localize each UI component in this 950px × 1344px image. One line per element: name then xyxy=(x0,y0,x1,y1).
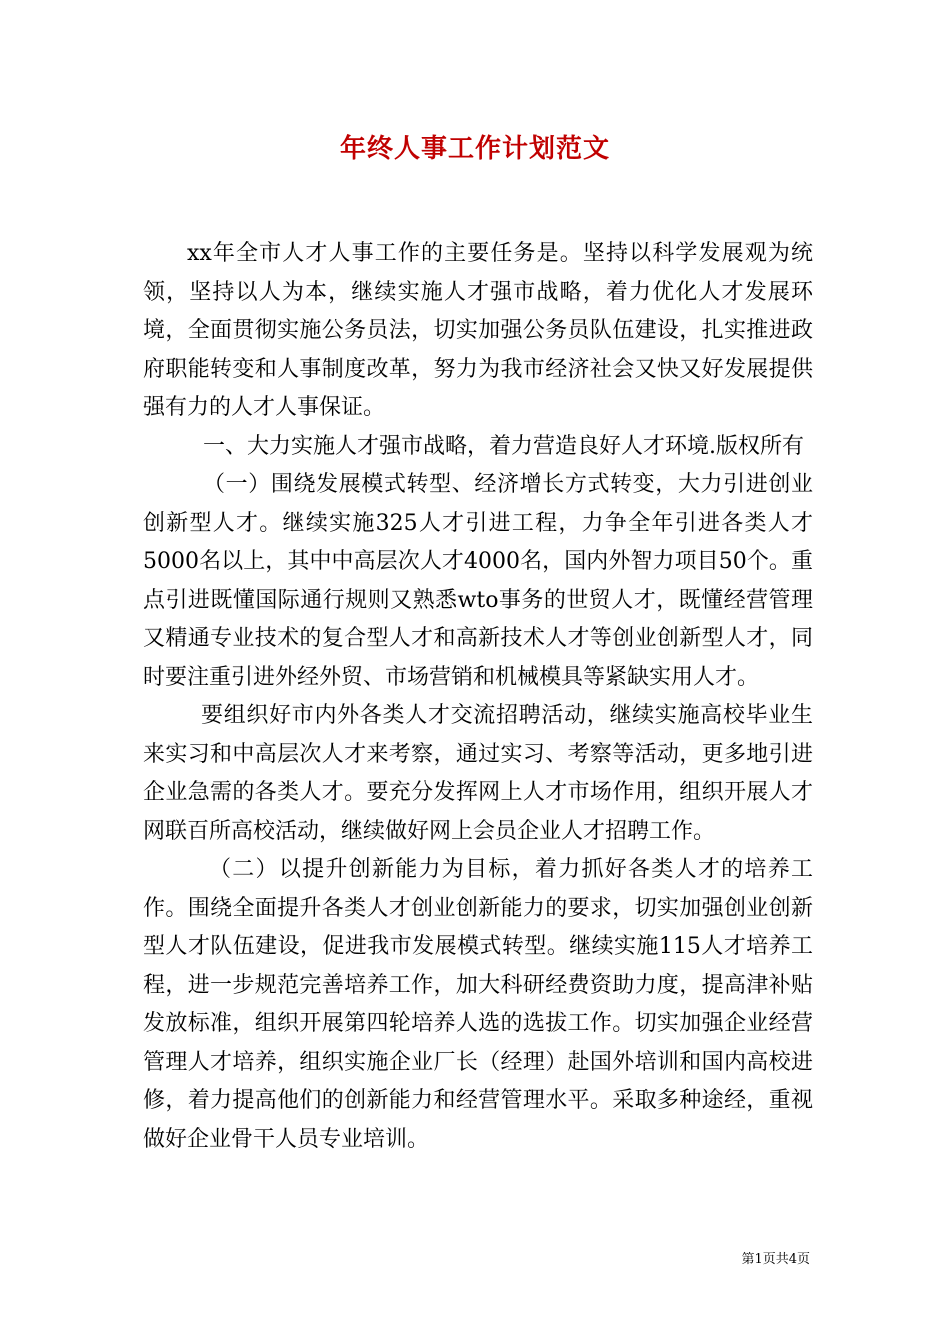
paragraph-intro: xx年全市人才人事工作的主要任务是。坚持以科学发展观为统领，坚持以人为本，继续实施人才强市战略，着力优化人才发展环境，全面贯彻实施公务员法，切实加强公务员队伍建设，扎实推进政府职能转变和人事制度改革，努力为我市经济社会又快又好发展提供强有力的人才人事保证。 xyxy=(143,241,813,420)
paragraph-subsection-2: （二）以提升创新能力为目标，着力抓好各类人才的培养工作。围绕全面提升各类人才创业创新能力的要求，切实加强创业创新型人才队伍建设，促进我市发展模式转型。继续实施115人才培养工程，进一步规范完善培养工作，加大科研经费资助力度，提高津补贴发放标准，组织开展第四轮培养人选的选拔工作。切实加强企业经营管理人才培养，组织实施企业厂长（经理）赴国外培训和国内高校进修，着力提高他们的创新能力和经营管理水平。采取多种途经，重视做好企业骨干人员专业培训。 xyxy=(143,857,813,1152)
page-number: 第1页共4页 xyxy=(741,1252,810,1267)
paragraph-subsection-1: （一）围绕发展模式转型、经济增长方式转变，大力引进创业创新型人才。继续实施325人才引进工程，力争全年引进各类人才5000名以上，其中中高层次人才4000名，国内外智力项目50个。重点引进既懂国际通行规则又熟悉wto事务的世贸人才，既懂经营管理又精通专业技术的复合型人才和高新技术人才等创业创新型人才，同时要注重引进外经外贸、市场营销和机械模具等紧缺实用人才。 xyxy=(143,472,813,690)
document-body xyxy=(143,235,813,1159)
paragraph-recruitment: 要组织好市内外各类人才交流招聘活动，继续实施高校毕业生来实习和中高层次人才来考察，通过实习、考察等活动，更多地引进企业急需的各类人才。要充分发挥网上人才市场作用，组织开展人才网联百所高校活动，继续做好网上会员企业人才招聘工作。 xyxy=(143,703,813,844)
document-title: 年终人事工作计划范文 xyxy=(339,134,610,164)
section-heading-1: 一、大力实施人才强市战略，着力营造良好人才环境.版权所有 xyxy=(203,433,804,459)
